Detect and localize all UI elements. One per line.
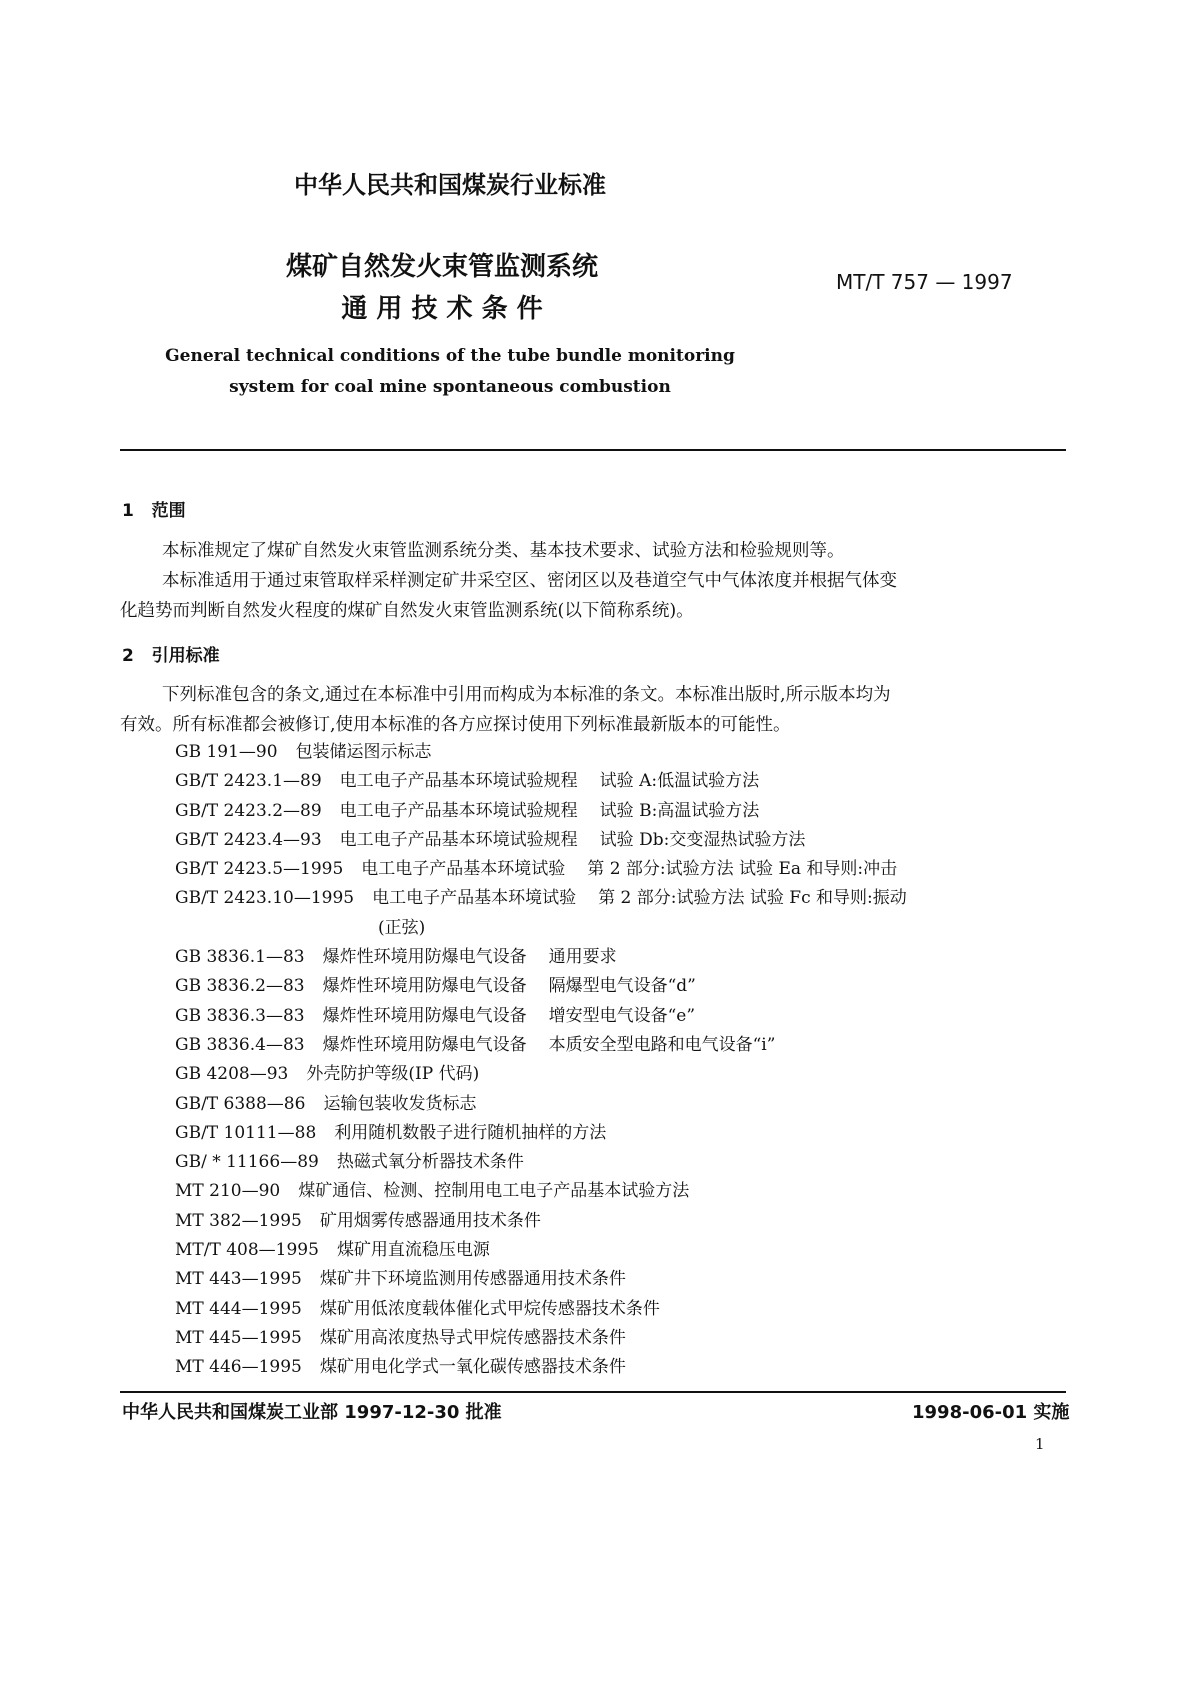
org-title: 中华人民共和国煤炭行业标准 [294, 171, 606, 199]
reference-code: GB/T 2423.5—1995 [175, 859, 344, 880]
reference-item [175, 884, 907, 913]
title-en-line1: General technical conditions of the tube bundle monitoring [165, 346, 735, 366]
reference-subtitle: 试验 Db:交变湿热试验方法 [599, 829, 806, 850]
header-divider [120, 449, 1066, 451]
reference-code: GB 191—90 [175, 742, 278, 762]
reference-title: 运输包装收发货标志 [323, 1093, 477, 1114]
reference-title: 利用随机数骰子进行随机抽样的方法 [334, 1122, 607, 1143]
reference-subtitle: 试验 B:高温试验方法 [599, 800, 760, 821]
reference-item [175, 1207, 907, 1236]
reference-code: GB/T 2423.1—89 [175, 771, 322, 792]
section-number: 2 [122, 646, 134, 666]
page-number: 1 [1035, 1435, 1045, 1453]
reference-item [175, 826, 907, 855]
section-2-heading [122, 641, 220, 666]
reference-item [175, 972, 907, 1001]
reference-item [175, 1177, 907, 1206]
reference-title: 包装储运图示标志 [295, 742, 432, 762]
section-1-body [120, 536, 897, 626]
reference-code: GB 3836.2—83 [175, 976, 305, 997]
reference-item [175, 1119, 907, 1148]
reference-code: GB 4208—93 [175, 1064, 289, 1085]
reference-title: 煤矿井下环境监测用传感器通用技术条件 [319, 1269, 626, 1290]
reference-title: 电工电子产品基本环境试验规程 [339, 771, 578, 792]
reference-item [175, 1060, 907, 1089]
reference-title: 爆炸性环境用防爆电气设备 [322, 1005, 527, 1026]
reference-subtitle: 通用要求 [548, 947, 617, 968]
section-title: 引用标准 [151, 646, 220, 666]
reference-title: 爆炸性环境用防爆电气设备 [322, 976, 527, 997]
reference-item [175, 1148, 907, 1177]
standard-number: MT/T 757 — 1997 [836, 270, 1013, 294]
reference-title: 煤矿用直流稳压电源 [336, 1240, 490, 1261]
reference-title: 电工电子产品基本环境试验规程 [339, 800, 578, 821]
reference-title: 电工电子产品基本环境试验 [361, 859, 566, 880]
reference-title: 矿用烟雾传感器通用技术条件 [319, 1210, 541, 1231]
reference-subtitle: 试验 A:低温试验方法 [599, 771, 760, 792]
reference-code: GB 3836.4—83 [175, 1034, 305, 1055]
effective-date: 1998-06-01 实施 [912, 1402, 1070, 1423]
reference-list [175, 738, 907, 1383]
reference-item [175, 797, 907, 826]
section-number: 1 [122, 501, 134, 521]
reference-code: GB 3836.3—83 [175, 1005, 305, 1026]
paragraph: 下列标准包含的条文,通过在本标准中引用而构成为本标准的条文。本标准出版时,所示版本均为 [162, 685, 891, 705]
title-cn-line1: 煤矿自然发火束管监测系统 [285, 252, 598, 282]
section-1-heading [122, 496, 186, 521]
reference-code: GB/T 2423.2—89 [175, 800, 322, 821]
reference-title: 电工电子产品基本环境试验规程 [339, 829, 578, 850]
paragraph: 本标准规定了煤矿自然发火束管监测系统分类、基本技术要求、试验方法和检验规则等。 [162, 541, 845, 561]
reference-code: GB/T 2423.4—93 [175, 829, 322, 850]
reference-title: 煤矿用高浓度热导式甲烷传感器技术条件 [319, 1327, 626, 1348]
footer-divider [120, 1391, 1066, 1393]
approval-date: 中华人民共和国煤炭工业部 1997-12-30 批准 [122, 1402, 502, 1423]
reference-code: MT 443—1995 [175, 1269, 302, 1290]
reference-code: MT 210—90 [175, 1181, 281, 1202]
paragraph: 化趋势而判断自然发火程度的煤矿自然发火束管监测系统(以下简称系统)。 [120, 601, 694, 621]
reference-title: 爆炸性环境用防爆电气设备 [322, 1034, 527, 1055]
reference-item [175, 1236, 907, 1265]
title-cn-line2: 通 用 技 术 条 件 [341, 294, 543, 324]
reference-code: MT/T 408—1995 [175, 1240, 319, 1261]
reference-subtitle: 隔爆型电气设备“d” [548, 976, 696, 997]
reference-code: GB 3836.1—83 [175, 947, 305, 968]
reference-item [175, 738, 907, 767]
reference-code: GB/ * 11166—89 [175, 1152, 319, 1173]
reference-title: 煤矿用低浓度载体催化式甲烷传感器技术条件 [319, 1298, 660, 1319]
reference-item [175, 1031, 907, 1060]
reference-item [175, 767, 907, 796]
reference-code: MT 444—1995 [175, 1298, 302, 1319]
reference-item [175, 1295, 907, 1324]
reference-code: GB/T 2423.10—1995 [175, 888, 355, 909]
reference-code: GB/T 6388—86 [175, 1093, 306, 1114]
reference-title: 外壳防护等级(IP 代码) [306, 1064, 480, 1085]
section-title: 范围 [151, 501, 186, 521]
reference-item [175, 1353, 907, 1382]
reference-title: (正弦) [378, 917, 426, 938]
reference-title: 爆炸性环境用防爆电气设备 [322, 947, 527, 968]
reference-title: 煤矿用电化学式一氧化碳传感器技术条件 [319, 1357, 626, 1378]
reference-subtitle: 增安型电气设备“e” [548, 1005, 696, 1026]
reference-code: MT 446—1995 [175, 1357, 302, 1378]
reference-item [175, 1265, 907, 1294]
paragraph: 本标准适用于通过束管取样采样测定矿井采空区、密闭区以及巷道空气中气体浓度并根据气体变 [162, 571, 897, 591]
reference-item [175, 855, 907, 884]
title-en-line2: system for coal mine spontaneous combustion [229, 377, 671, 397]
reference-code: MT 382—1995 [175, 1210, 302, 1231]
reference-item [175, 1324, 907, 1353]
reference-item [175, 1002, 907, 1031]
paragraph: 有效。所有标准都会被修订,使用本标准的各方应探讨使用下列标准最新版本的可能性。 [120, 715, 791, 735]
reference-title: 电工电子产品基本环境试验 [372, 888, 577, 909]
reference-item [175, 914, 907, 943]
reference-title: 煤矿通信、检测、控制用电工电子产品基本试验方法 [298, 1181, 690, 1202]
reference-subtitle: 第 2 部分:试验方法 试验 Ea 和导则:冲击 [587, 859, 898, 880]
reference-item [175, 943, 907, 972]
reference-subtitle: 本质安全型电路和电气设备“i” [548, 1034, 776, 1055]
section-2-intro [120, 680, 891, 740]
reference-item [175, 1090, 907, 1119]
reference-code: GB/T 10111—88 [175, 1122, 317, 1143]
reference-subtitle: 第 2 部分:试验方法 试验 Fc 和导则:振动 [598, 888, 907, 909]
reference-title: 热磁式氧分析器技术条件 [336, 1152, 524, 1173]
reference-code: MT 445—1995 [175, 1327, 302, 1348]
